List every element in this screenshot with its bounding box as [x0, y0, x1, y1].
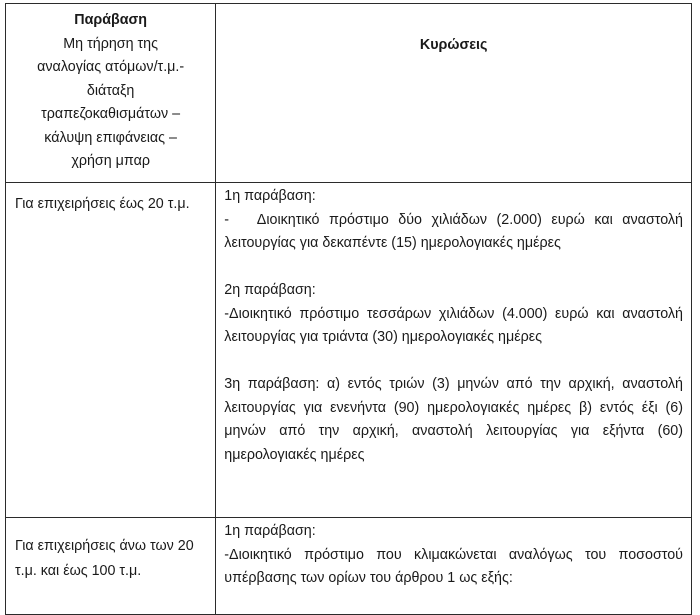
violation-header-subtitle: Μη τήρηση της αναλογίας ατόμων/τ.μ.- διάταξη τραπεζοκαθισμάτων – κάλυψη επιφάνειας – χρήση μπαρ: [37, 35, 185, 169]
sanction-label: 1η παράβαση:: [224, 188, 316, 204]
sanction-text: - Διοικητικό πρόστιμο δύο χιλιάδων (2.000) ευρώ και αναστολή λειτουργίας για δεκαπέντε (15) ημερολογιακές ημέρες: [224, 211, 687, 251]
sanction-text: 3η παράβαση: α) εντός τριών (3) μηνών από την αρχική, αναστολή λειτουργίας για ενενήντα (90) ημερολογιακές ημέρες β) εντός έξι (6) μηνών από την αρχική, αναστολή λειτουργίας για εξήντα (60) ημερολογιακές ημέρες: [224, 376, 683, 463]
sanction-label: 1η παράβαση:: [224, 523, 316, 539]
category-cell: Για επιχειρήσεις έως 20 τ.μ.: [6, 183, 216, 518]
sanction-text: -Διοικητικό πρόστιμο που κλιμακώνεται αναλόγως του ποσοστού υπέρβασης των ορίων του άρθρου 1 ως εξής:: [224, 546, 683, 586]
sanction-label: 2η παράβαση:: [224, 282, 316, 298]
table-header-row: [6, 4, 692, 183]
sanctions-header-cell: [216, 4, 692, 183]
sanction-text: -Διοικητικό πρόστιμο τεσσάρων χιλιάδων (4.000) ευρώ και αναστολή λειτουργίας για τριάντα (30) ημερολογιακές ημέρες: [224, 305, 683, 345]
category-cell: Για επιχειρήσεις άνω των 20 τ.μ. και έως 100 τ.μ.: [6, 518, 216, 615]
table-row: [6, 183, 692, 518]
sanctions-table: [5, 3, 692, 615]
violation-header-cell: [6, 4, 216, 183]
sanctions-cell: [216, 518, 692, 615]
sanctions-header-title: Κυρώσεις: [419, 37, 488, 53]
table-row: [6, 518, 692, 615]
violation-header-title: Παράβαση: [74, 12, 148, 28]
sanctions-cell: [216, 183, 692, 518]
